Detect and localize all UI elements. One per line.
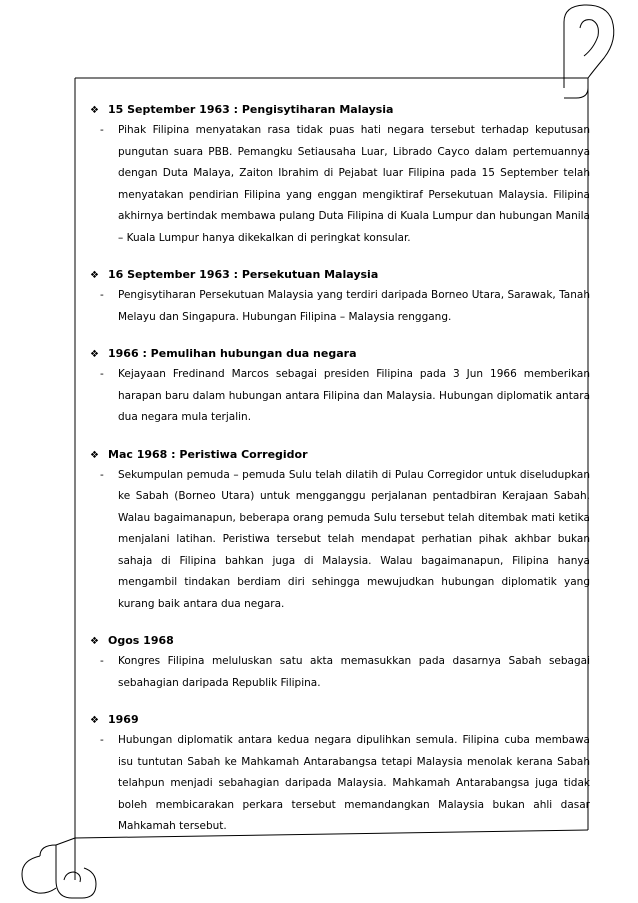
event-item bbox=[90, 265, 590, 328]
diamond-bullet-icon: ❖ bbox=[90, 449, 99, 461]
event-description: Hubungan diplomatik antara kedua negara dipulihkan semula. Filipina cuba membawa isu tuntutan Sabah ke Mahkamah Antarabangsa tetapi Malaysia menolak kerana Sabah telahpun menjadi sebahagian daripada Malaysia. Mahkamah Antarabangsa juga tidak boleh membicarakan perkara tersebut memandangkan Malaysia bukan ahli dasar Mahkamah tersebut. bbox=[118, 734, 590, 832]
diamond-bullet-icon: ❖ bbox=[90, 636, 99, 647]
diamond-bullet-icon: ❖ bbox=[90, 270, 99, 281]
event-header bbox=[90, 100, 590, 120]
diamond-bullet-icon: ❖ bbox=[90, 715, 99, 726]
event-item bbox=[90, 344, 590, 429]
dash-marker: - bbox=[100, 368, 104, 380]
event-title: Ogos 1968 bbox=[108, 634, 174, 647]
event-item bbox=[90, 631, 590, 694]
event-title: Mac 1968 : Peristiwa Corregidor bbox=[108, 447, 308, 461]
event-description: Sekumpulan pemuda – pemuda Sulu telah dilatih di Pulau Corregidor untuk diseludupkan ke Sabah (Borneo Utara) untuk mengganggu perjalanan pentadbiran Kerajaan Sabah. Walau bagaimanapun, beberapa orang pemuda Sulu tersebut telah ditembak mati ketika menjalani latihan. Peristiwa tersebut telah mendapat perhatian pihak akhbar bukan sahaja di Filipina bahkan juga di Malaysia. Walau bagaimanapun, Filipina hanya mengambil tindakan berdiam diri sehingga mewujudkan hubungan diplomatik yang kurang baik antara dua negara. bbox=[118, 468, 590, 610]
event-header bbox=[90, 344, 590, 364]
event-body bbox=[90, 285, 590, 328]
event-description: Pihak Filipina menyatakan rasa tidak puas hati negara tersebut terhadap keputusan pungutan suara PBB. Pemangku Setiausaha Luar, Librado Cayco dalam pertemuannya dengan Duta Malaya, Zaiton Ibrahim di Pejabat luar Filipina pada 15 September telah menyatakan pendirian Filipina yang enggan mengiktiraf Persekutuan Malaysia. Filipina akhirnya bertindak membawa pulang Duta Filipina di Kuala Lumpur dan hubungan Manila – Kuala Lumpur hanya dikekalkan di peringkat konsular. bbox=[118, 124, 590, 244]
event-description: Pengisytiharan Persekutuan Malaysia yang terdiri daripada Borneo Utara, Sarawak, Tanah Melayu dan Singapura. Hubungan Filipina – Malaysia renggang. bbox=[118, 289, 590, 323]
event-title: 16 September 1963 : Persekutuan Malaysia bbox=[108, 268, 379, 281]
diamond-bullet-icon: ❖ bbox=[90, 349, 99, 360]
diamond-bullet-icon: ❖ bbox=[90, 105, 99, 116]
event-title: 1966 : Pemulihan hubungan dua negara bbox=[108, 347, 357, 360]
event-body bbox=[90, 651, 590, 694]
event-body bbox=[90, 730, 590, 838]
dash-marker: - bbox=[100, 468, 104, 481]
event-title: 15 September 1963 : Pengisytiharan Malaysia bbox=[108, 103, 394, 116]
event-description: Kejayaan Fredinand Marcos sebagai presiden Filipina pada 3 Jun 1966 memberikan harapan baru dalam hubungan antara Filipina dan Malaysia. Hubungan diplomatik antara dua negara mula terjalin. bbox=[118, 368, 590, 423]
event-header bbox=[90, 631, 590, 651]
event-header bbox=[90, 265, 590, 285]
dash-marker: - bbox=[100, 734, 104, 746]
document-content bbox=[90, 100, 590, 854]
event-title: 1969 bbox=[108, 713, 139, 726]
event-header bbox=[90, 445, 590, 465]
event-item bbox=[90, 100, 590, 249]
event-header bbox=[90, 710, 590, 730]
dash-marker: - bbox=[100, 124, 104, 136]
event-item bbox=[90, 445, 590, 616]
event-body bbox=[90, 465, 590, 616]
event-body bbox=[90, 364, 590, 429]
event-body bbox=[90, 120, 590, 249]
event-item bbox=[90, 710, 590, 838]
dash-marker: - bbox=[100, 655, 104, 667]
dash-marker: - bbox=[100, 289, 104, 301]
event-description: Kongres Filipina meluluskan satu akta memasukkan pada dasarnya Sabah sebagai sebahagian daripada Republik Filipina. bbox=[118, 655, 590, 689]
